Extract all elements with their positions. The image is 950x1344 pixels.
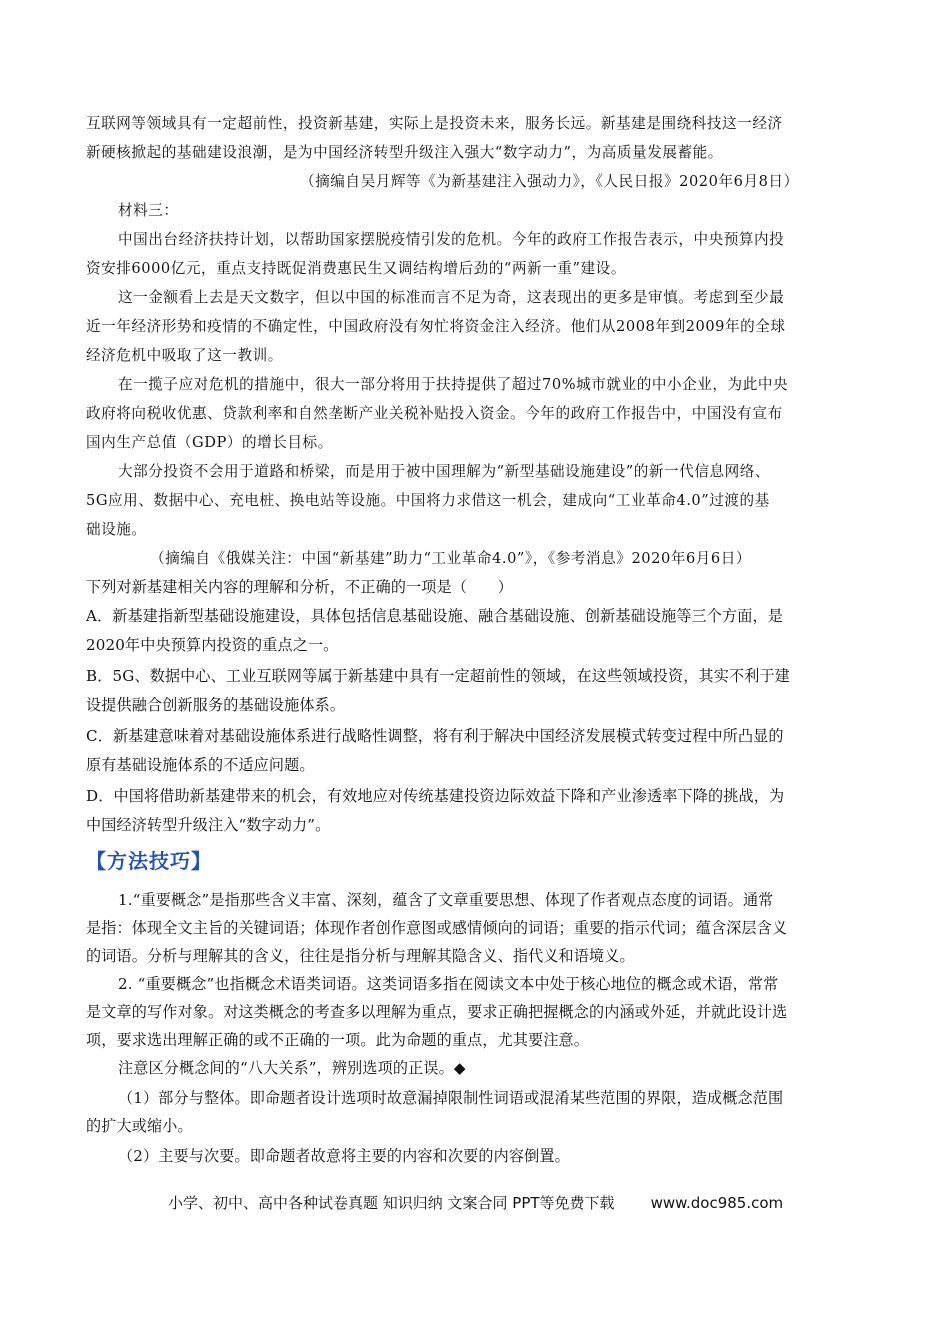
- material3-label: 材料三：: [118, 202, 179, 219]
- method-line: 注意区分概念间的“八大关系”，辨别选项的正误。◆: [118, 1059, 466, 1077]
- option-d-cont: 中国经济转型升级注入“数字动力”。: [86, 816, 331, 834]
- method-line: 1.“重要概念”是指那些含义丰富、深刻，蕴含了文章重要思想、体现了作者观点态度的词语。通常: [118, 891, 774, 909]
- method-heading: 【方法技巧】: [86, 849, 212, 873]
- method-line: 2. “重要概念”也指概念术语类词语。这类词语多指在阅读文本中处于核心地位的概念或术语，常常: [118, 975, 779, 993]
- material3-line: 在一揽子应对危机的措施中，很大一部分将用于扶持提供了超过70%城市就业的中小企业，为此中央: [118, 376, 789, 393]
- option-a-cont: 2020年中央预算内投资的重点之一。: [86, 636, 339, 654]
- option-a: A．新基建指新型基础设施建设，具体包括信息基础设施、融合基础设施、创新基础设施等三个方面，是: [86, 607, 784, 625]
- option-d: D．中国将借助新基建带来的机会，有效地应对传统基建投资边际效益下降和产业渗透率下降的挑战，为: [86, 787, 785, 805]
- page-footer: [168, 1192, 783, 1213]
- material2-line-2: 新硬核掀起的基础建设浪潮，是为中国经济转型升级注入强大“数字动力”，为高质量发展蓄能。: [86, 144, 723, 161]
- question-stem: 下列对新基建相关内容的理解和分析，不正确的一项是（ ）: [86, 578, 513, 596]
- material3-line: 础设施。: [86, 521, 147, 538]
- option-b-cont: 设提供融合创新服务的基础设施体系。: [86, 696, 346, 714]
- material2-source: （摘编自吴月辉等《为新基建注入强动力》，《人民日报》2020年6月8日）: [300, 173, 799, 190]
- material3-line: 中国出台经济扶持计划，以帮助国家摆脱疫情引发的危机。今年的政府工作报告表示，中央预算内投: [118, 231, 785, 248]
- material3-line: 大部分投资不会用于道路和桥梁，而是用于被中国理解为“新型基础设施建设”的新一代信息网络、: [118, 463, 771, 480]
- material3-line: 国内生产总值（GDP）的增长目标。: [86, 434, 333, 451]
- footer-text: 小学、初中、高中各种试卷真题 知识归纳 文案合同 PPT等免费下载: [168, 1194, 615, 1212]
- material3-line: 近一年经济形势和疫情的不确定性，中国政府没有匆忙将资金注入经济。他们从2008年到2009年的全球: [86, 318, 786, 335]
- method-line: 是文章的写作对象。对这类概念的考查多以理解为重点，要求正确把握概念的内涵或外延，并就此设计选: [86, 1003, 788, 1021]
- method-line: （2）主要与次要。即命题者故意将主要的内容和次要的内容倒置。: [118, 1147, 570, 1165]
- method-line: 的扩大或缩小。: [86, 1117, 193, 1135]
- material3-line: 5G应用、数据中心、充电桩、换电站等设施。中国将力求借这一机会，建成向“工业革命4.0”过渡的基: [86, 492, 770, 509]
- footer-url[interactable]: www.doc985.com: [650, 1194, 784, 1212]
- option-b: B．5G、数据中心、工业互联网等属于新基建中具有一定超前性的领域，在这些领域投资，其实不利于建: [86, 667, 790, 685]
- method-line: 是指：体现全文主旨的关键词语；体现作者创作意图或感情倾向的词语；重要的指示代词；蕴含深层含义: [86, 919, 788, 937]
- material3-line: 政府将向税收优惠、贷款利率和自然垄断产业关税补贴投入资金。今年的政府工作报告中，中国没有宣布: [86, 405, 783, 422]
- material3-line: 资安排6000亿元，重点支持既促消费惠民生又调结构增后劲的“两新一重”建设。: [86, 260, 626, 277]
- material3-line: 这一金额看上去是天文数字，但以中国的标准而言不足为奇，这表现出的更多是审慎。考虑到至少最: [118, 289, 785, 306]
- option-c-cont: 原有基础设施体系的不适应问题。: [86, 756, 315, 774]
- method-line: 项，要求选出理解正确的或不正确的一项。此为命题的重点，尤其要注意。: [86, 1031, 590, 1049]
- option-c: C．新基建意味着对基础设施体系进行战略性调整，将有利于解决中国经济发展模式转变过程中所凸显的: [86, 727, 784, 745]
- material3-line: 经济危机中吸取了这一教训。: [86, 347, 283, 364]
- material3-source: （摘编自《俄媒关注：中国“新基建”助力“工业革命4.0”》，《参考消息》2020年6月6日）: [150, 550, 752, 567]
- material2-line-1: 互联网等领域具有一定超前性，投资新基建，实际上是投资未来，服务长远。新基建是围绕科技这一经济: [86, 115, 783, 132]
- method-line: 的词语。分析与理解其的含义，往往是指分析与理解其隐含义、指代义和语境义。: [86, 947, 635, 965]
- method-line: （1）部分与整体。即命题者设计选项时故意漏掉限制性词语或混淆某些范围的界限，造成概念范围: [118, 1089, 784, 1107]
